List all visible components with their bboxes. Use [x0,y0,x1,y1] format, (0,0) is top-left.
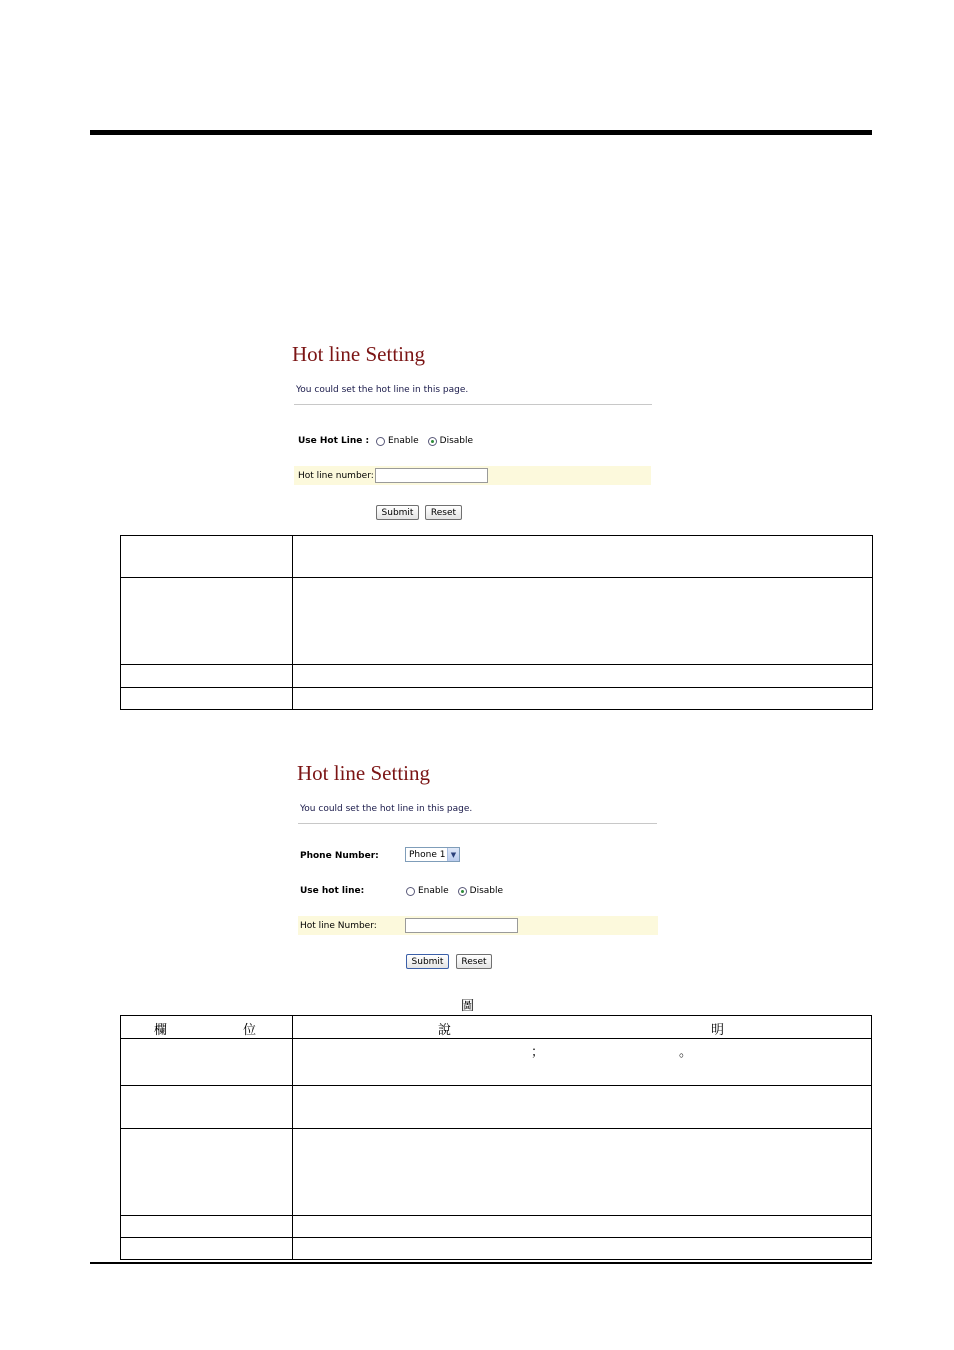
table-row [121,578,873,665]
enable-radio[interactable] [406,887,415,896]
table-row [121,1216,872,1238]
table-row [121,688,873,710]
disable-radio[interactable] [458,887,467,896]
table-cell [121,688,293,710]
header-desc-char-2: 明 [711,1023,725,1038]
disable-radio-label: Disable [439,436,474,446]
disable-radio[interactable] [428,437,437,446]
table-cell [293,536,873,578]
table-row [121,1238,872,1260]
table-cell [121,665,293,688]
use-hot-line-radios [406,886,512,896]
table-row [121,1129,872,1216]
table-cell [293,1086,872,1129]
panel-description: You could set the hot line in this page. [300,804,473,814]
table-cell [293,688,873,710]
submit-button[interactable]: Submit [406,954,449,969]
table-cell [121,1216,293,1238]
phone-select-value: Phone 1 [409,849,446,860]
table-cell [121,1039,293,1086]
table-row [121,1086,872,1129]
chevron-down-icon[interactable]: ▼ [447,848,459,861]
header-desc-char-1: 說 [438,1023,452,1038]
table-cell [121,536,293,578]
table-row [121,536,873,578]
enable-radio-label: Enable [388,436,419,446]
field-table-2 [120,1015,872,1260]
panel-separator [298,823,657,824]
table-header-cell [293,1016,872,1039]
use-hot-line-label: Use Hot Line : [298,436,370,446]
top-rule [90,130,872,135]
hot-line-number-input[interactable] [405,918,518,933]
disable-radio-label: Disable [469,886,504,896]
table-cell [293,1039,872,1086]
bottom-rule [90,1262,872,1264]
table-cell [293,578,873,665]
phone-number-label: Phone Number: [300,851,379,861]
table-cell [293,1216,872,1238]
table-header-row [121,1016,872,1039]
submit-button[interactable]: Submit [376,505,419,520]
table-cell [121,1129,293,1216]
table-cell [121,578,293,665]
hot-line-number-input[interactable] [375,468,488,483]
table-cell [293,665,873,688]
table-row [121,1039,872,1086]
table-row [121,665,873,688]
header-field-char-2: 位 [243,1023,257,1038]
period-mark: 。 [679,1045,693,1060]
enable-radio-label: Enable [418,886,449,896]
enable-radio[interactable] [376,437,385,446]
use-hot-line-radios [376,436,482,446]
reset-button[interactable]: Reset [456,954,492,969]
panel-description: You could set the hot line in this page. [296,385,469,395]
hot-line-number-label: Hot line number: [298,471,374,481]
table-cell [121,1238,293,1260]
use-hot-line-label: Use hot line: [300,886,365,896]
header-field-char-1: 欄 [154,1023,168,1038]
panel-title: Hot line Setting [292,342,425,366]
reset-button[interactable]: Reset [425,505,462,520]
hot-line-number-label: Hot line Number: [300,921,377,931]
table-cell [121,1086,293,1129]
semicolon-mark: ； [531,1045,545,1060]
panel-separator [294,404,652,405]
table-header-cell [121,1016,293,1039]
figure-caption: 圖 [461,999,475,1014]
panel-title: Hot line Setting [297,761,430,785]
phone-number-select[interactable] [405,847,460,862]
field-table-1 [120,535,873,710]
table-cell [293,1238,872,1260]
table-cell [293,1129,872,1216]
